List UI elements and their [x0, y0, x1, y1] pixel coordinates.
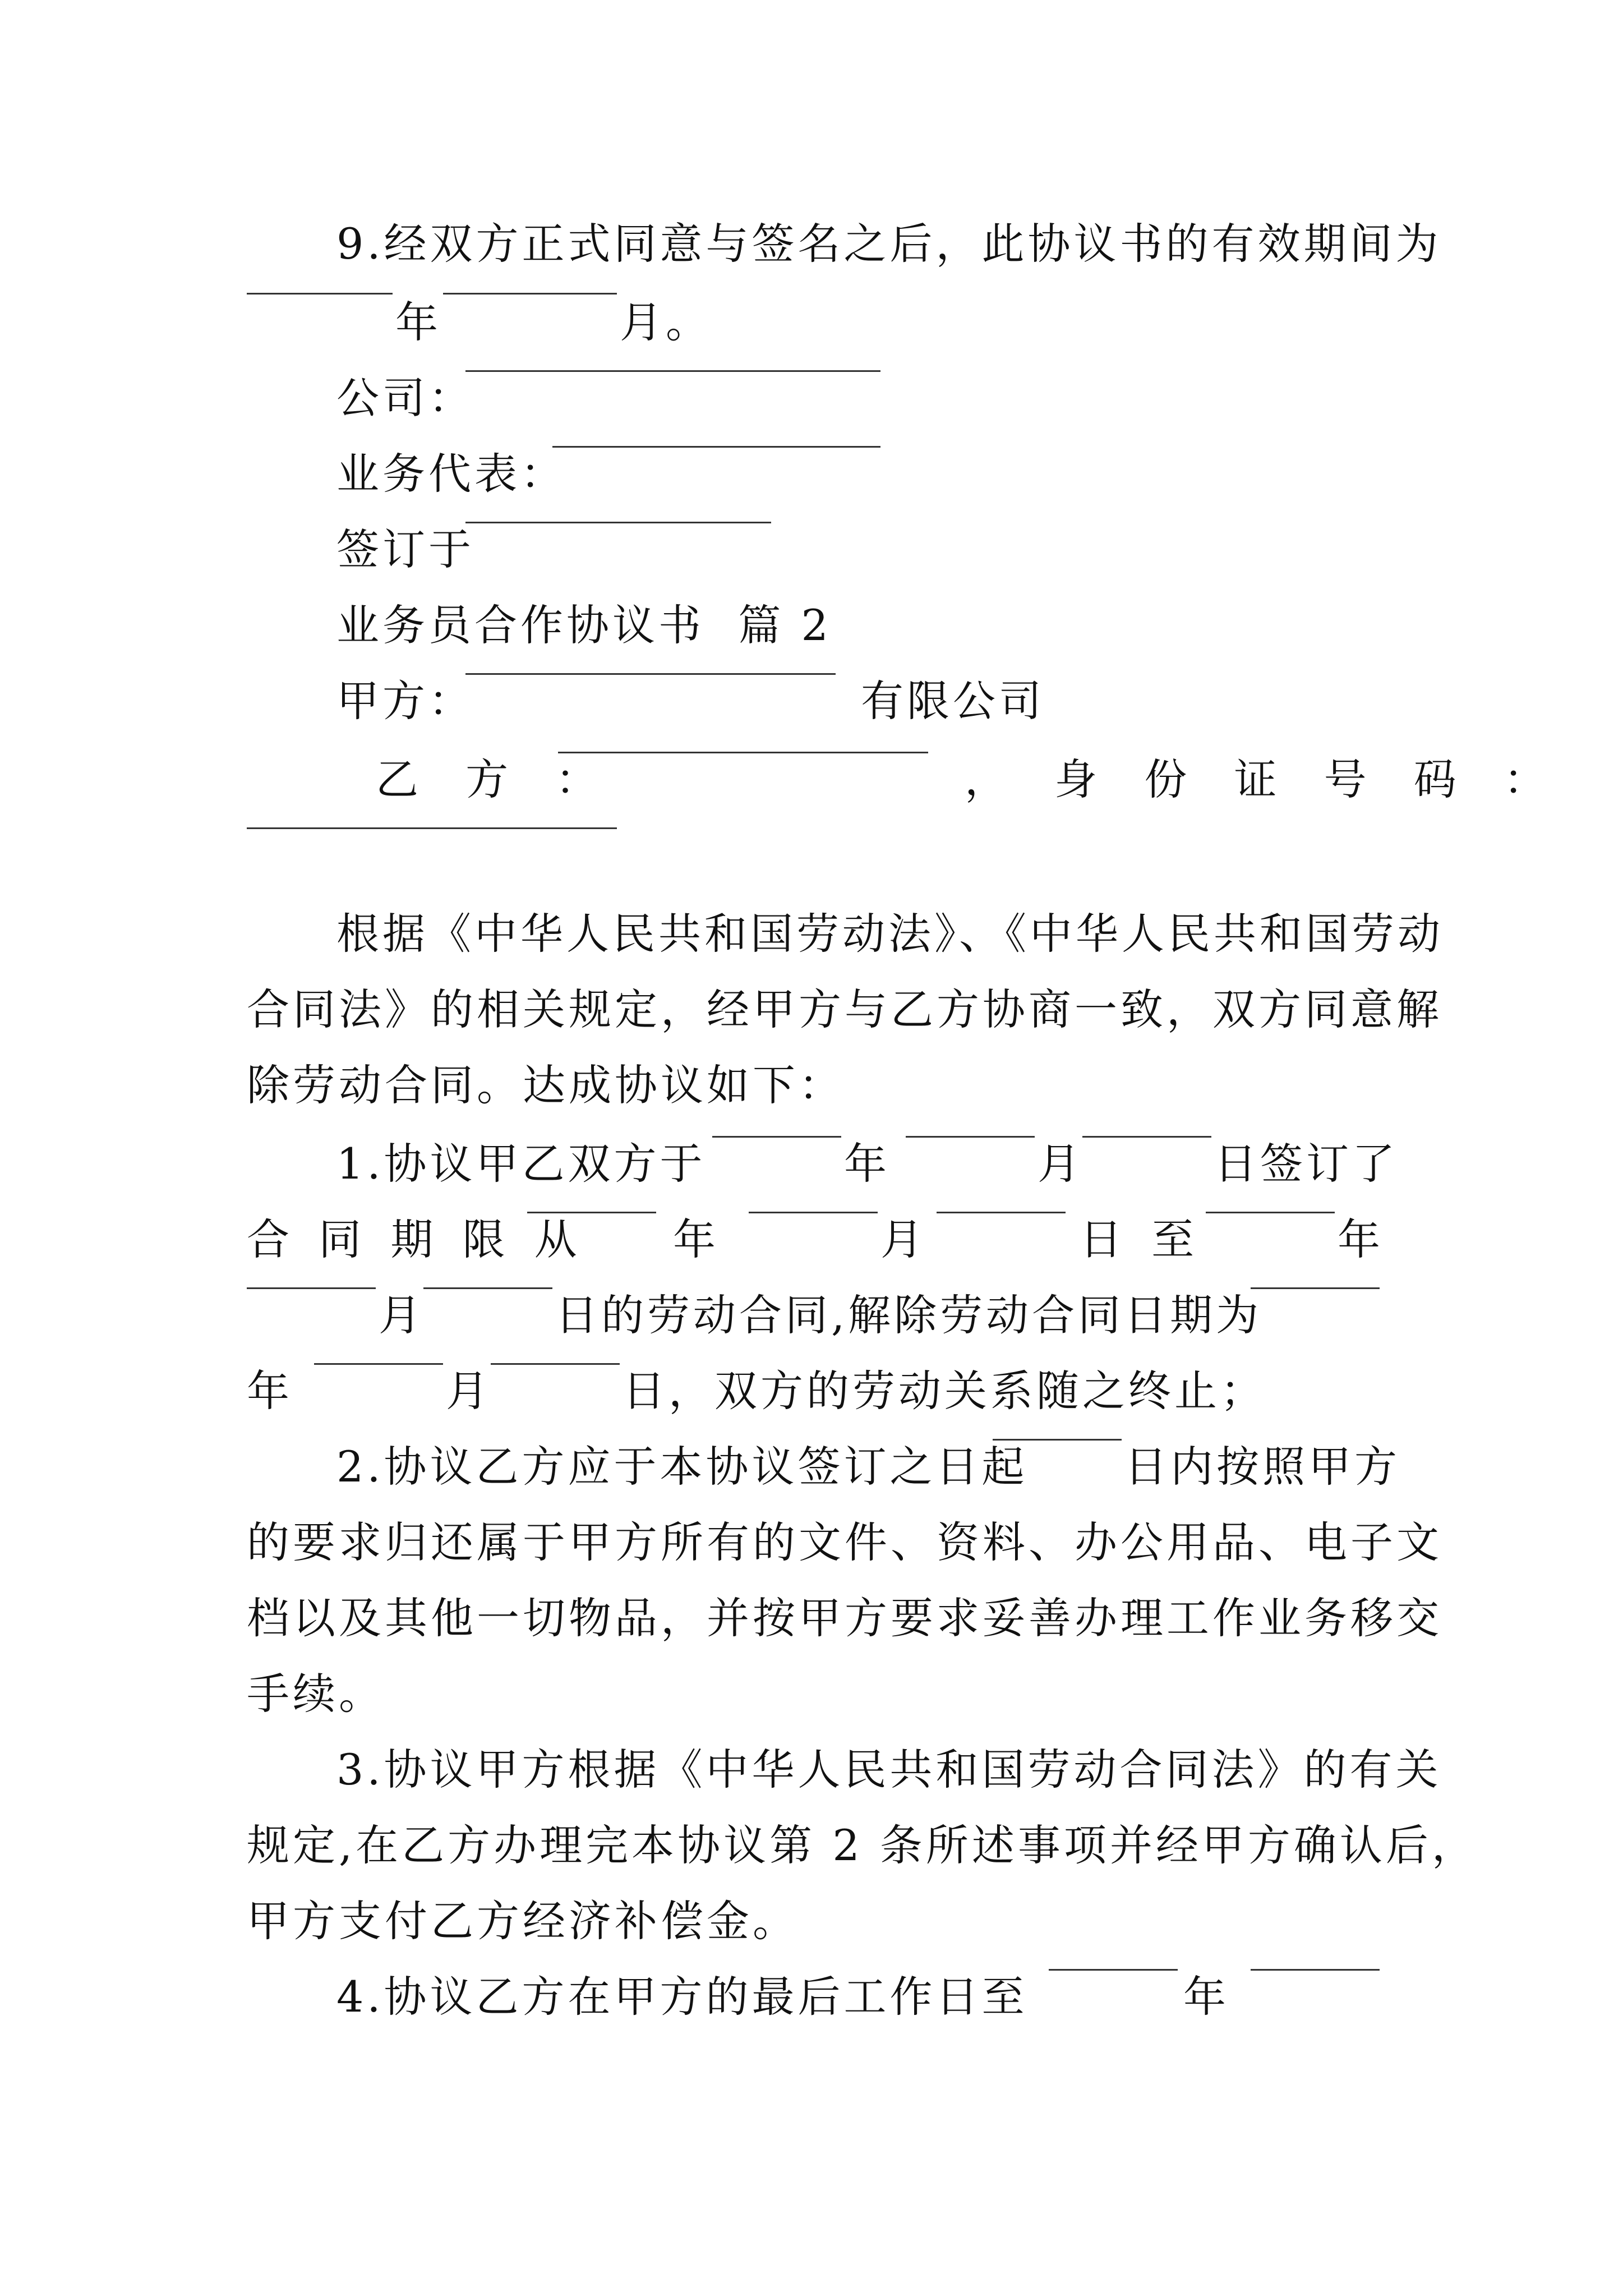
- clause-1-blank: [1082, 1136, 1211, 1138]
- intro-line-2: 合同法》的相关规定，经甲方与乙方协商一致，双方同意解: [247, 984, 1442, 1034]
- clause-1-l2-day: 日 至: [1080, 1214, 1202, 1264]
- clause-1-l3-month: 月: [379, 1290, 425, 1340]
- clause-3-line-3: 甲方支付乙方经济补偿金。: [247, 1896, 799, 1946]
- clause-2-line-1-a: 2.协议乙方应于本协议签订之日起: [336, 1442, 1028, 1492]
- clause-3-line-1: 3.协议甲方根据《中华人民共和国劳动合同法》的有关: [336, 1745, 1442, 1795]
- intro-line-3: 除劳动合同。达成协议如下：: [247, 1060, 845, 1110]
- clause-1-l2-year2: 年: [1338, 1214, 1384, 1264]
- company-field[interactable]: [465, 370, 880, 372]
- clause-1-line-3-b: 日的劳动合同,解除劳动合同日期为: [555, 1290, 1262, 1340]
- clause-9-line-1: 9.经双方正式同意与签名之后，此协议书的有效期间为: [336, 219, 1442, 269]
- clause-9-month: 月。: [620, 297, 712, 347]
- clause-4-blank: [1251, 1969, 1380, 1971]
- section-title: 业务员合作协议书 篇 2: [336, 600, 832, 650]
- clause-4-blank: [1049, 1969, 1178, 1971]
- clause-1-l1-month: 月: [1038, 1139, 1083, 1189]
- party-b-id-field[interactable]: [247, 827, 617, 829]
- signed-at-field[interactable]: [465, 522, 771, 523]
- clause-4-line-1-a: 4.协议乙方在甲方的最后工作日至: [336, 1972, 1028, 2022]
- clause-9-year: 年: [395, 297, 441, 347]
- signed-at-label: 签订于: [336, 524, 474, 574]
- clause-1-blank: [527, 1212, 656, 1213]
- clause-1-l2-year: 年: [673, 1214, 719, 1264]
- clause-1-l2-month: 月: [880, 1214, 926, 1264]
- clause-1-blank: [314, 1363, 443, 1365]
- clause-1-blank: [712, 1136, 841, 1138]
- party-b-id-label: ， 身 份 证 号 码 ：: [965, 754, 1563, 804]
- clause-2-line-1-b: 日内按照甲方: [1124, 1442, 1400, 1492]
- party-b-field[interactable]: [558, 752, 928, 753]
- clause-1-blank: [247, 1287, 376, 1289]
- clause-1-blank: [749, 1212, 878, 1213]
- clause-1-l4-year: 年: [247, 1366, 293, 1416]
- clause-1-blank: [423, 1287, 552, 1289]
- clause-1-blank: [906, 1136, 1035, 1138]
- clause-1-blank: [1206, 1212, 1335, 1213]
- clause-1-line-1-a: 1.协议甲乙双方于: [336, 1139, 706, 1189]
- party-b-label: 乙 方 ：: [376, 754, 615, 804]
- company-label: 公司：: [336, 373, 474, 423]
- clause-1-line-2-a: 合 同 期 限 从: [247, 1214, 585, 1264]
- party-a-field[interactable]: [465, 673, 836, 675]
- clause-2-blank: [993, 1439, 1122, 1441]
- clause-2-line-3: 档以及其他一切物品，并按甲方要求妥善办理工作业务移交: [247, 1593, 1442, 1643]
- clause-1-blank: [491, 1363, 620, 1365]
- party-a-label: 甲方：: [336, 676, 474, 726]
- party-a-suffix: 有限公司: [861, 676, 1045, 726]
- clause-1-l1-year: 年: [844, 1139, 890, 1189]
- clause-1-l1-day: 日签订了: [1214, 1139, 1398, 1189]
- clause-1-l4-end: 日，双方的劳动关系随之终止；: [623, 1366, 1266, 1416]
- clause-2-line-2: 的要求归还属于甲方所有的文件、资料、办公用品、电子文: [247, 1517, 1442, 1567]
- clause-1-l4-month: 月: [446, 1366, 492, 1416]
- clause-4-year: 年: [1183, 1972, 1229, 2022]
- blank-month: [443, 293, 617, 295]
- intro-line-1: 根据《中华人民共和国劳动法》、《中华人民共和国劳动: [336, 909, 1444, 959]
- clause-1-blank: [1251, 1287, 1380, 1289]
- representative-field[interactable]: [552, 446, 880, 448]
- clause-1-blank: [937, 1212, 1066, 1213]
- blank-year: [247, 293, 393, 295]
- representative-label: 业务代表：: [336, 449, 566, 499]
- clause-2-line-4: 手续。: [247, 1669, 385, 1719]
- clause-3-line-2: 规定,在乙方办理完本协议第 2 条所述事项并经甲方确认后，: [247, 1820, 1478, 1870]
